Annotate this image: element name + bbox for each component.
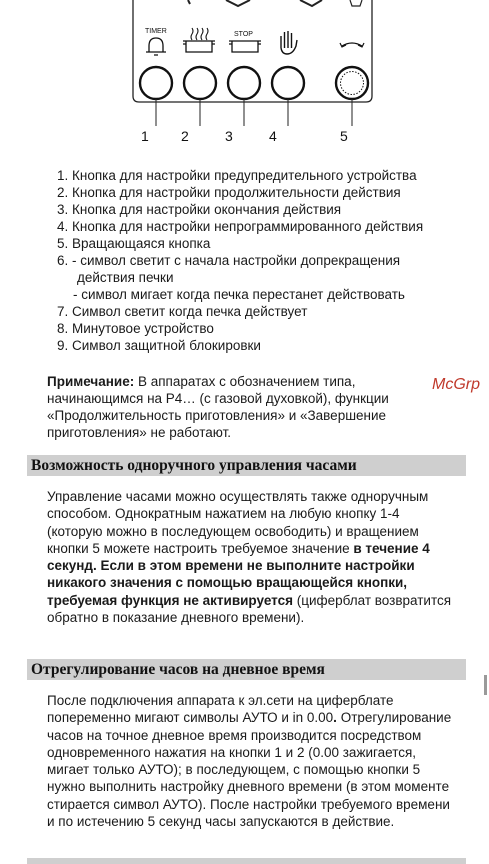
next-section-heading-bar xyxy=(27,858,466,864)
button-number-4: 4 xyxy=(269,128,277,144)
legend-item: 5. Вращающаяся кнопка xyxy=(57,236,211,251)
legend-item: 3. Кнопка для настройки окончания действия xyxy=(57,202,342,217)
legend-item: 8. Минутовое устройство xyxy=(57,321,214,336)
legend-item-continuation: действия печки xyxy=(77,270,174,285)
edge-mark xyxy=(484,675,487,695)
section-heading: Отрегулирование часов на дневное время xyxy=(27,659,466,680)
rotate-arrow-icon xyxy=(340,43,364,47)
timer-bell-icon xyxy=(145,28,167,55)
legend-item-continuation: - символ мигает когда печка перестанет действовать xyxy=(73,287,405,302)
button-number-1: 1 xyxy=(141,128,149,144)
pot-stop-icon xyxy=(229,31,261,52)
control-panel-diagram xyxy=(0,0,489,150)
paragraph-text: Управление часами можно осуществлять также одноручным способом. Однократным нажатием на любую кнопку 1-4 (которую можно в последующем освободить) и вращением кнопки 5 можете настроить требуемое значение xyxy=(47,489,429,556)
paragraph-text: После подключения аппарата к эл.сети на циферблате попеременно мигают символы АУТО и in 0.00 xyxy=(47,693,394,726)
hand-icon xyxy=(281,31,297,54)
button-number-3: 3 xyxy=(225,128,233,144)
section-heading: Возможность одноручного управления часами xyxy=(27,455,466,476)
paragraph-text: (циферблат возвратится обратно в показание дневного времени). xyxy=(47,592,452,626)
button-number-5: 5 xyxy=(340,128,348,144)
note-label: Примечание: xyxy=(47,374,135,389)
legend-item: 1. Кнопка для настройки предупредительного устройства xyxy=(57,168,417,183)
paragraph-bold-text: в течение 4 секунд. Если в этом времени не выполните настройки никакого значения с помощью вращающейся кнопки, требуемая функция не активируется xyxy=(47,540,430,608)
legend-item: 6. - символ светит с начала настройки допрекращения xyxy=(57,253,401,268)
legend-item: 9. Символ защитной блокировки xyxy=(57,338,261,353)
legend-item: 4. Кнопка для настройки непрограммированного действия xyxy=(57,219,424,234)
section-paragraph xyxy=(47,692,457,830)
button-3[interactable] xyxy=(228,67,260,99)
legend-item: 7. Символ светит когда печка действует xyxy=(57,304,308,319)
button-4[interactable] xyxy=(272,67,304,99)
button-2[interactable] xyxy=(184,67,216,99)
button-1[interactable] xyxy=(140,67,172,99)
leader-lines xyxy=(156,99,352,126)
button-number-2: 2 xyxy=(181,128,189,144)
brand-watermark: McGrp xyxy=(432,376,480,393)
note-text: В аппаратах с обозначением типа, начинающимся на P4… (с газовой духовкой), функции «Продолжительность приготовления» и «Завершение приготовления» не работают. xyxy=(47,374,389,440)
legend-item: 2. Кнопка для настройки продолжительности действия xyxy=(57,185,401,200)
svg-text:STOP: STOP xyxy=(234,31,253,38)
paragraph-bold-text: . xyxy=(333,710,337,726)
note-paragraph xyxy=(47,373,447,441)
pot-steam-icon xyxy=(183,28,215,52)
paragraph-text: Отрегулирование часов на точное дневное время производится посредством одновременного нажатия на кнопки 1 и 2 (0.00 зажигается, мигает только АУТО); в последующем, с помощью кнопки 5 нужно выполнить настройку дневного времени (в этом моменте стирается символ АУТО). После настройки требуемого времени и по истечению 5 секунд часы запускаются в действие. xyxy=(47,710,452,830)
section-paragraph xyxy=(47,488,457,626)
legend-list xyxy=(57,167,477,354)
svg-text:TIMER: TIMER xyxy=(145,28,167,35)
rotary-knob-5[interactable] xyxy=(336,67,368,99)
